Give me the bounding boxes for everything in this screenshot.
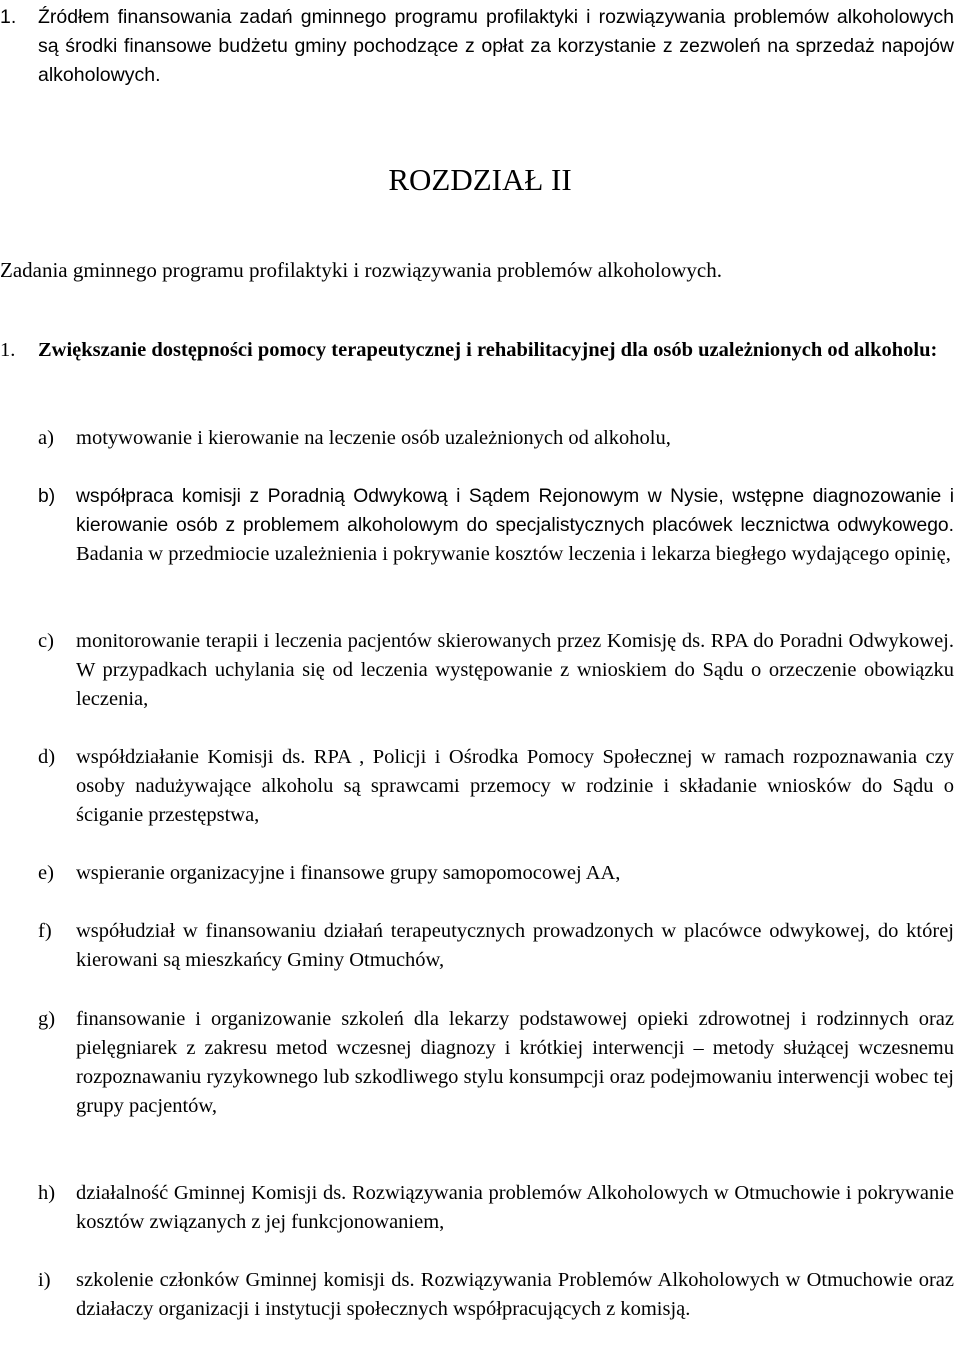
list-item-text: działalność Gminnej Komisji ds. Rozwiązywania problemów Alkoholowych w Otmuchowie i pokrywanie kosztów związanych z jej funkcjonowaniem,: [76, 1182, 954, 1233]
list-item-d: [38, 743, 954, 830]
chapter-subtitle: Zadania gminnego programu profilaktyki i rozwiązywania problemów alkoholowych.: [0, 258, 722, 282]
intro-number: 1.: [0, 6, 17, 28]
list-item-label: g): [38, 1008, 56, 1030]
list-item-text: współudział w finansowaniu działań terapeutycznych prowadzonych w placówce odwykowej, do której kierowani są mieszkańcy Gminy Otmuchów,: [76, 920, 954, 971]
list-item-label: a): [38, 427, 54, 449]
chapter-heading: ROZDZIAŁ II: [388, 162, 572, 197]
list-item-text: [76, 482, 954, 569]
list-item-label: b): [38, 486, 56, 507]
list-item-text: monitorowanie terapii i leczenia pacjentów skierowanych przez Komisję ds. RPA do Poradni Odwykowej. W przypadkach uchylania się od leczenia występowanie z wnioskiem do Sądu o orzeczenie obowiązku leczenia,: [76, 630, 954, 710]
section-title: [0, 336, 954, 365]
list-item-text: motywowanie i kierowanie na leczenie osób uzależnionych od alkoholu,: [76, 427, 671, 449]
intro-text: Źródłem finansowania zadań gminnego programu profilaktyki i rozwiązywania problemów alkoholowych są środki finansowe budżetu gminy pochodzące z opłat za korzystanie z zezwoleń na sprzedaż napojów alkoholowych.: [38, 6, 954, 86]
list-item-c: [38, 627, 954, 714]
list-item-text-sans: współpraca komisji z Poradnią Odwykową i Sądem Rejonowym w Nysie, wstępne diagnozowanie i kierowanie osób z problemem alkoholowym do specjalistycznych placówek lecznictwa odwykowego.: [76, 486, 954, 536]
list-item-label: c): [38, 630, 54, 652]
list-item-b: [38, 482, 954, 569]
list-item-i: [38, 1266, 954, 1324]
list-item-label: i): [38, 1269, 51, 1291]
list-item-label: h): [38, 1182, 56, 1204]
list-item-text: wspieranie organizacyjne i finansowe grupy samopomocowej AA,: [76, 862, 621, 884]
list-item-g: [38, 1005, 954, 1121]
list-item-f: [38, 917, 954, 975]
list-item-text: finansowanie i organizowanie szkoleń dla lekarzy podstawowej opieki zdrowotnej i rodzinnych oraz pielęgniarek z zakresu metod wczesnej diagnozy i krótkiej interwencji – metody służącej wczesnemu rozpoznawaniu ryzykownego lub szkodliwego stylu konsumpcji oraz podejmowaniu interwencji wobec tej grupy pacjentów,: [76, 1008, 954, 1117]
section-title-text: Zwiększanie dostępności pomocy terapeutycznej i rehabilitacyjnej dla osób uzależnionych od alkoholu:: [38, 339, 938, 361]
section-number: 1.: [0, 339, 16, 361]
list-item-e: [38, 859, 954, 888]
list-item-text-serif: Badania w przedmiocie uzależnienia i pokrywanie kosztów leczenia i lekarza biegłego wydającego opinię,: [76, 543, 951, 565]
list-item-label: f): [38, 920, 52, 942]
list-item-label: e): [38, 862, 54, 884]
list-item-text: szkolenie członków Gminnej komisji ds. Rozwiązywania Problemów Alkoholowych w Otmuchowie oraz działaczy organizacji i instytucji społecznych współpracujących z komisją.: [76, 1269, 954, 1320]
list-item-label: d): [38, 746, 56, 768]
intro-paragraph: [0, 3, 954, 90]
list-item-h: [38, 1179, 954, 1237]
list-item-a: [38, 424, 954, 453]
list-item-text: współdziałanie Komisji ds. RPA , Policji i Ośrodka Pomocy Społecznej w ramach rozpoznawania czy osoby nadużywające alkoholu są sprawcami przemocy w rodzinie i składanie wniosków do Sądu o ściganie przestępstwa,: [76, 746, 954, 826]
